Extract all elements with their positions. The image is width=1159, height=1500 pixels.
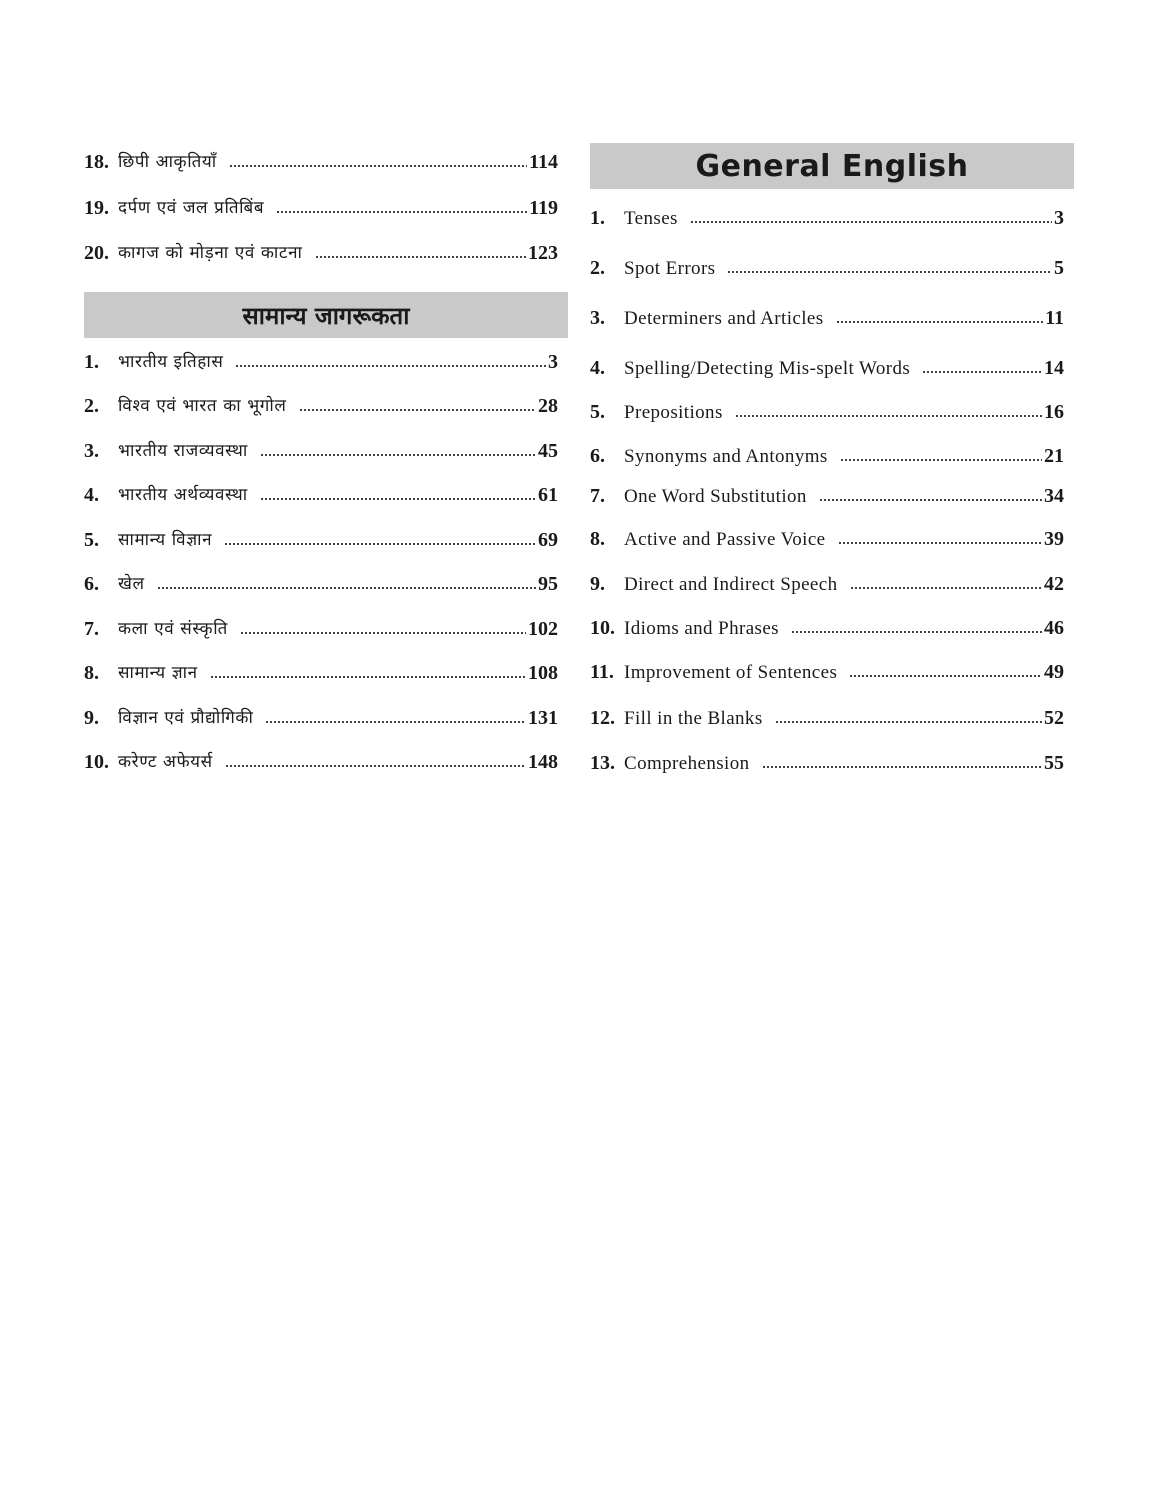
dot-leader (922, 370, 1042, 374)
entry-title: भारतीय इतिहास (118, 351, 224, 372)
toc-entry[interactable] (590, 746, 1064, 780)
entry-page: 52 (1044, 707, 1064, 729)
entry-title: विज्ञान एवं प्रौद्योगिकी (118, 707, 254, 728)
entry-number: 4. (84, 484, 99, 506)
entry-page: 148 (528, 751, 558, 773)
entry-title: Improvement of Sentences (624, 661, 838, 683)
dot-leader (850, 586, 1043, 590)
toc-entry[interactable] (590, 522, 1064, 556)
entry-page: 14 (1044, 357, 1064, 379)
toc-entry[interactable] (590, 701, 1064, 735)
entry-number: 3. (590, 307, 605, 329)
entry-title: कला एवं संस्कृति (118, 618, 228, 639)
entry-title: Prepositions (624, 401, 723, 423)
section-heading-general-awareness (84, 292, 568, 338)
dot-leader (225, 764, 526, 768)
entry-page: 114 (529, 151, 558, 173)
toc-entry[interactable] (590, 439, 1064, 473)
toc-entry[interactable] (84, 701, 558, 735)
entry-page: 61 (538, 484, 558, 506)
entry-number: 10. (590, 617, 615, 639)
entry-number: 13. (590, 752, 615, 774)
entry-number: 3. (84, 440, 99, 462)
entry-page: 3 (1054, 207, 1064, 229)
dot-leader (762, 765, 1042, 769)
entry-title: Determiners and Articles (624, 307, 824, 329)
dot-leader (229, 164, 527, 168)
toc-entry[interactable] (590, 567, 1064, 601)
entry-title: खेल (118, 573, 145, 594)
entry-page: 108 (528, 662, 558, 684)
entry-title: करेण्ट अफेयर्स (118, 751, 213, 772)
toc-entry[interactable] (590, 251, 1064, 285)
dot-leader (276, 210, 527, 214)
dot-leader (791, 630, 1042, 634)
dot-leader (836, 320, 1044, 324)
entry-number: 9. (590, 573, 605, 595)
entry-number: 1. (84, 351, 99, 373)
entry-title: सामान्य विज्ञान (118, 529, 213, 550)
entry-number: 9. (84, 707, 99, 729)
entry-number: 19. (84, 197, 109, 219)
entry-title: Tenses (624, 207, 678, 229)
entry-page: 131 (528, 707, 558, 729)
entry-number: 7. (84, 618, 99, 640)
entry-number: 2. (590, 257, 605, 279)
entry-page: 46 (1044, 617, 1064, 639)
entry-title: Fill in the Blanks (624, 707, 763, 729)
entry-number: 2. (84, 395, 99, 417)
dot-leader (819, 498, 1042, 502)
entry-number: 20. (84, 242, 109, 264)
entry-number: 5. (84, 529, 99, 551)
dot-leader (260, 497, 536, 501)
entry-page: 28 (538, 395, 558, 417)
toc-entry[interactable] (84, 478, 558, 512)
entry-page: 102 (528, 618, 558, 640)
dot-leader (838, 541, 1042, 545)
entry-number: 18. (84, 151, 109, 173)
section-heading-text: General English (695, 148, 969, 184)
entry-page: 42 (1044, 573, 1064, 595)
entry-page: 55 (1044, 752, 1064, 774)
dot-leader (210, 675, 526, 679)
entry-title: Spelling/Detecting Mis-spelt Words (624, 357, 911, 379)
entry-title: One Word Substitution (624, 485, 807, 507)
dot-leader (299, 408, 536, 412)
dot-leader (265, 720, 526, 724)
toc-entry[interactable] (590, 351, 1064, 385)
entry-number: 11. (590, 661, 614, 683)
entry-page: 11 (1045, 307, 1064, 329)
entry-page: 16 (1044, 401, 1064, 423)
toc-entry[interactable] (84, 191, 558, 225)
toc-entry[interactable] (590, 201, 1064, 235)
dot-leader (775, 720, 1042, 724)
entry-number: 7. (590, 485, 605, 507)
dot-leader (727, 270, 1052, 274)
entry-title: कागज को मोड़ना एवं काटना (118, 242, 303, 263)
toc-entry[interactable] (84, 345, 558, 379)
toc-entry[interactable] (590, 395, 1064, 429)
entry-title: Idioms and Phrases (624, 617, 779, 639)
entry-number: 8. (590, 528, 605, 550)
entry-page: 45 (538, 440, 558, 462)
toc-entry[interactable] (84, 434, 558, 468)
entry-title: सामान्य ज्ञान (118, 662, 198, 683)
entry-number: 10. (84, 751, 109, 773)
toc-entry[interactable] (84, 523, 558, 557)
toc-entry[interactable] (84, 656, 558, 690)
entry-number: 8. (84, 662, 99, 684)
toc-entry[interactable] (84, 389, 558, 423)
entry-title: Synonyms and Antonyms (624, 445, 828, 467)
entry-title: भारतीय राजव्यवस्था (118, 440, 248, 461)
entry-title: Spot Errors (624, 257, 716, 279)
entry-page: 5 (1054, 257, 1064, 279)
entry-title: भारतीय अर्थव्यवस्था (118, 484, 248, 505)
dot-leader (260, 453, 536, 457)
entry-number: 5. (590, 401, 605, 423)
entry-number: 6. (84, 573, 99, 595)
dot-leader (840, 458, 1042, 462)
entry-page: 39 (1044, 528, 1064, 550)
toc-entry[interactable] (84, 612, 558, 646)
entry-page: 49 (1044, 661, 1064, 683)
toc-entry[interactable] (84, 145, 558, 179)
toc-entry[interactable] (590, 479, 1064, 513)
toc-entry[interactable] (84, 567, 558, 601)
toc-entry[interactable] (84, 236, 558, 270)
dot-leader (315, 255, 526, 259)
section-heading-text: सामान्य जागरूकता (242, 301, 410, 330)
dot-leader (690, 220, 1052, 224)
toc-entry[interactable] (84, 745, 558, 779)
entry-page: 123 (528, 242, 558, 264)
toc-entry[interactable] (590, 655, 1064, 689)
entry-number: 12. (590, 707, 615, 729)
toc-entry[interactable] (590, 611, 1064, 645)
dot-leader (849, 674, 1042, 678)
entry-page: 95 (538, 573, 558, 595)
entry-title: Direct and Indirect Speech (624, 573, 838, 595)
entry-page: 34 (1044, 485, 1064, 507)
dot-leader (157, 586, 536, 590)
entry-number: 6. (590, 445, 605, 467)
entry-title: छिपी आकृतियाँ (118, 151, 217, 172)
entry-page: 21 (1044, 445, 1064, 467)
dot-leader (235, 364, 546, 368)
entry-page: 119 (529, 197, 558, 219)
entry-number: 4. (590, 357, 605, 379)
entry-title: Comprehension (624, 752, 750, 774)
toc-entry[interactable] (590, 301, 1064, 335)
dot-leader (240, 631, 526, 635)
entry-page: 69 (538, 529, 558, 551)
dot-leader (735, 414, 1042, 418)
entry-title: दर्पण एवं जल प्रतिबिंब (118, 197, 265, 218)
entry-number: 1. (590, 207, 605, 229)
section-heading-general-english (590, 143, 1074, 189)
entry-title: Active and Passive Voice (624, 528, 826, 550)
entry-page: 3 (548, 351, 558, 373)
dot-leader (224, 542, 536, 546)
entry-title: विश्व एवं भारत का भूगोल (118, 395, 287, 416)
